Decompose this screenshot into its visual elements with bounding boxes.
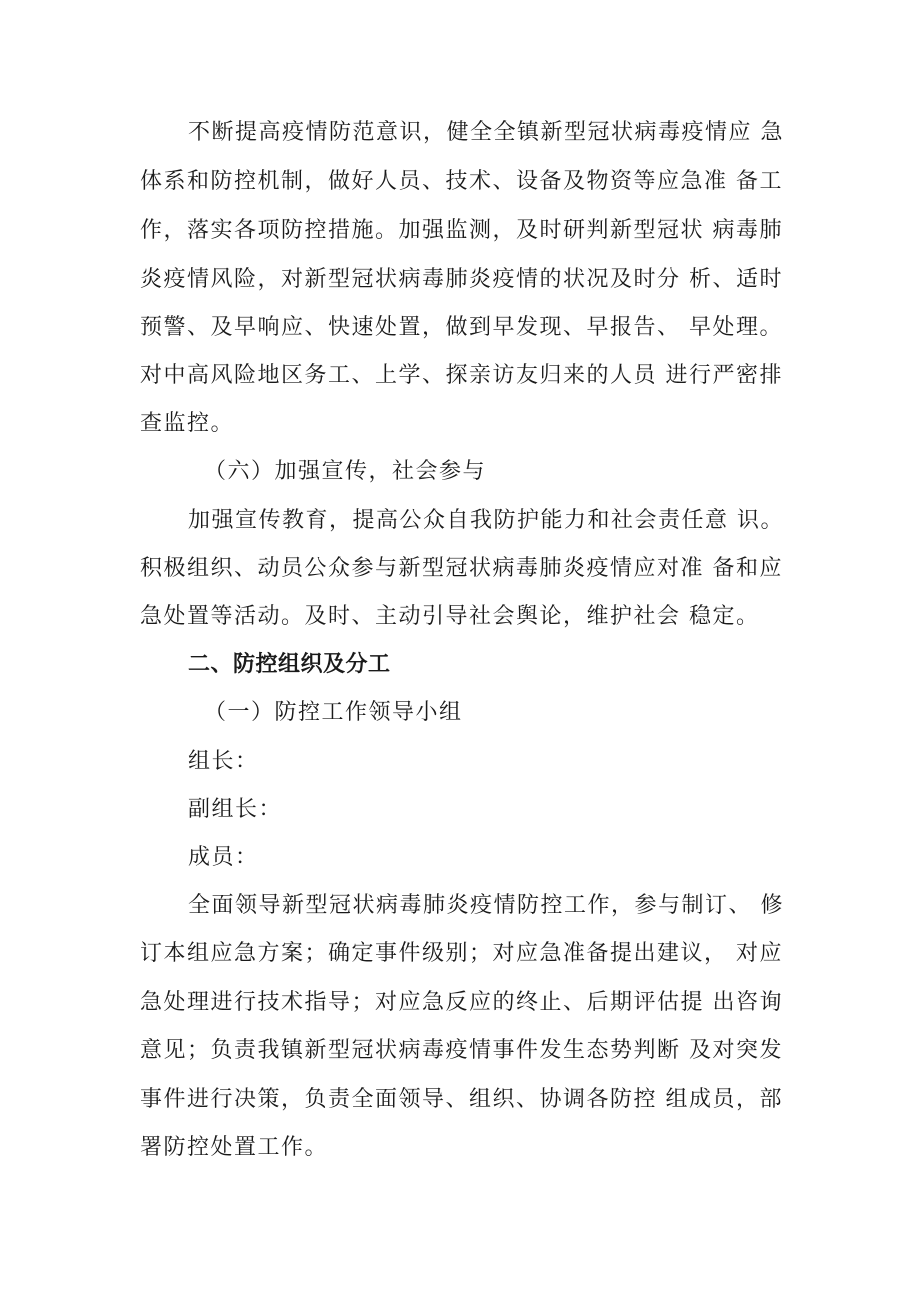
paragraph-line: 急处理进行技术指导；对应急反应的终止、后期评估提 出咨询 [140,990,783,1015]
paragraph-line: 查监控。 [140,411,235,436]
role-label-leader: 组长： [188,749,259,774]
role-label-deputy-leader: 副组长： [188,797,283,822]
chapter-heading: 二、防控组织及分工 [188,652,391,677]
paragraph-line: 不断提高疫情防范意识，健全全镇新型冠状病毒疫情应 急 [188,120,784,145]
paragraph-line: 急处置等活动。及时、主动引导社会舆论，维护社会 稳定。 [140,604,760,629]
paragraph-line: 加强宣传教育，提高公众自我防护能力和社会责任意 识。 [188,508,784,533]
paragraph-line: 署防控处置工作。 [140,1135,329,1160]
paragraph-line: 炎疫情风险，对新型冠状病毒肺炎疫情的状况及时分 析、适时 [140,267,783,292]
role-label-members: 成员： [188,845,259,870]
paragraph-line: 体系和防控机制，做好人员、技术、设备及物资等应急准 备工 [140,169,783,194]
paragraph-line: 积极组织、动员公众参与新型冠状病毒肺炎疫情应对准 备和应 [140,556,783,581]
paragraph-line: 订本组应急方案；确定事件级别；对应急准备提出建议， 对应 [140,941,783,966]
section-heading: （六）加强宣传，社会参与 [204,459,487,484]
paragraph-line: 意见；负责我镇新型冠状病毒疫情事件发生态势判断 及对突发 [140,1038,783,1063]
paragraph-line: 预警、及早响应、快速处置，做到早发现、早报告、 早处理。 [140,315,783,340]
paragraph-line: 事件进行决策，负责全面领导、组织、协调各防控 组成员，部 [140,1087,783,1112]
section-heading: （一）防控工作领导小组 [204,700,463,725]
paragraph-line: 全面领导新型冠状病毒肺炎疫情防控工作，参与制订、 修 [188,893,784,918]
paragraph-line: 对中高风险地区务工、上学、探亲访友归来的人员 进行严密排 [140,363,783,388]
paragraph-line: 作，落实各项防控措施。加强监测，及时研判新型冠状 病毒肺 [140,218,783,243]
